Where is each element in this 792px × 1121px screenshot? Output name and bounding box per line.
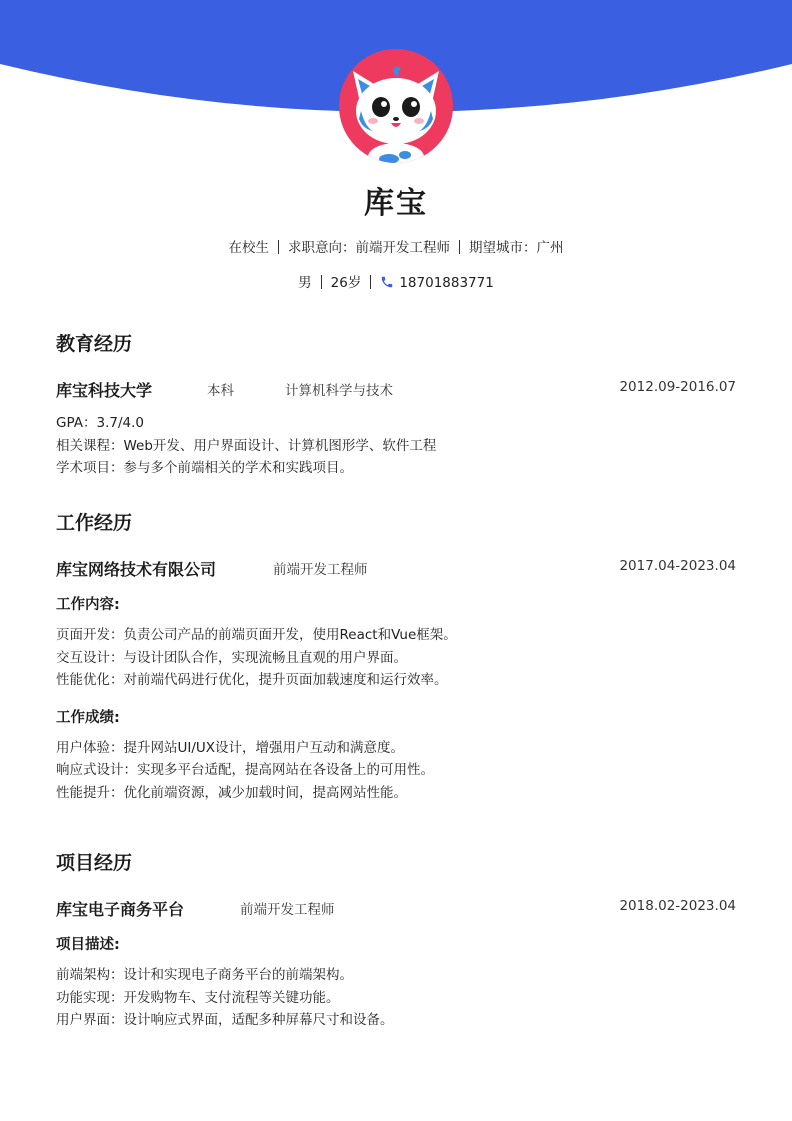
section-title-education: 教育经历 [56,333,133,355]
project-desc-title: 项目描述: [56,937,120,953]
education-date: 2012.09-2016.07 [619,379,736,395]
degree-text: 本科 [207,383,234,399]
project-entry-head [56,897,736,919]
work-role: 前端开发工程师 [273,562,368,578]
work-section [56,508,736,804]
work-date: 2017.04-2023.04 [619,558,736,574]
list-item: 前端架构：设计和实现电子商务平台的前端架构。 [56,967,353,983]
mascot-cat-icon [339,49,453,163]
list-item: 相关课程：Web开发、用户界面设计、计算机图形学、软件工程 [56,437,437,454]
candidate-name: 库宝 [364,186,428,221]
list-item: 性能提升：优化前端资源，减少加载时间，提高网站性能。 [56,784,407,801]
profile-line-2 [0,271,792,293]
divider [459,240,460,254]
job-intention: 求职意向：前端开发工程师 [288,240,450,256]
list-item: 响应式设计：实现多平台适配，提高网站在各设备上的可用性。 [56,762,434,778]
project-desc-list [56,964,736,1032]
section-title-work: 工作经历 [56,512,133,534]
list-item: 交互设计：与设计团队合作，实现流畅且直观的用户界面。 [56,649,407,666]
avatar [339,49,453,163]
project-section [56,848,736,1032]
profile-line-1 [0,236,792,256]
divider [321,275,322,289]
work-entry-head [56,557,736,579]
section-title-project: 项目经历 [56,852,133,874]
list-item: 用户体验：提升网站UI/UX设计，增强用户互动和满意度。 [56,739,405,756]
list-item: 页面开发：负责公司产品的前端页面开发，使用React和Vue框架。 [56,627,457,643]
education-entry-head [56,378,736,400]
divider [278,240,279,254]
list-item: 用户界面：设计响应式界面，适配多种屏幕尺寸和设备。 [56,1012,394,1028]
divider [370,275,371,289]
phone-number: 18701883771 [399,275,494,291]
project-role: 前端开发工程师 [240,902,335,918]
school-name: 库宝科技大学 [56,381,153,400]
major-text: 计算机科学与技术 [285,383,393,399]
list-item: 性能优化：对前端代码进行优化，提升页面加载速度和运行效率。 [56,672,448,688]
work-content-title: 工作内容: [56,597,120,613]
list-item: GPA：3.7/4.0 [56,415,144,431]
list-item: 功能实现：开发购物车、支付流程等关键功能。 [56,989,340,1006]
work-achievements-title: 工作成绩: [56,709,120,726]
expected-city: 期望城市：广州 [469,240,564,256]
phone-icon [380,275,394,293]
project-name: 库宝电子商务平台 [56,900,185,919]
education-details [56,412,736,480]
status-text: 在校生 [228,240,269,256]
list-item: 学术项目：参与多个前端相关的学术和实践项目。 [56,460,353,476]
age-text: 26岁 [330,275,362,291]
work-content-list [56,624,736,692]
company-name: 库宝网络技术有限公司 [56,560,217,579]
education-section [56,329,736,480]
project-date: 2018.02-2023.04 [619,898,736,914]
gender-text: 男 [298,275,312,291]
work-achievements-list [56,737,736,805]
